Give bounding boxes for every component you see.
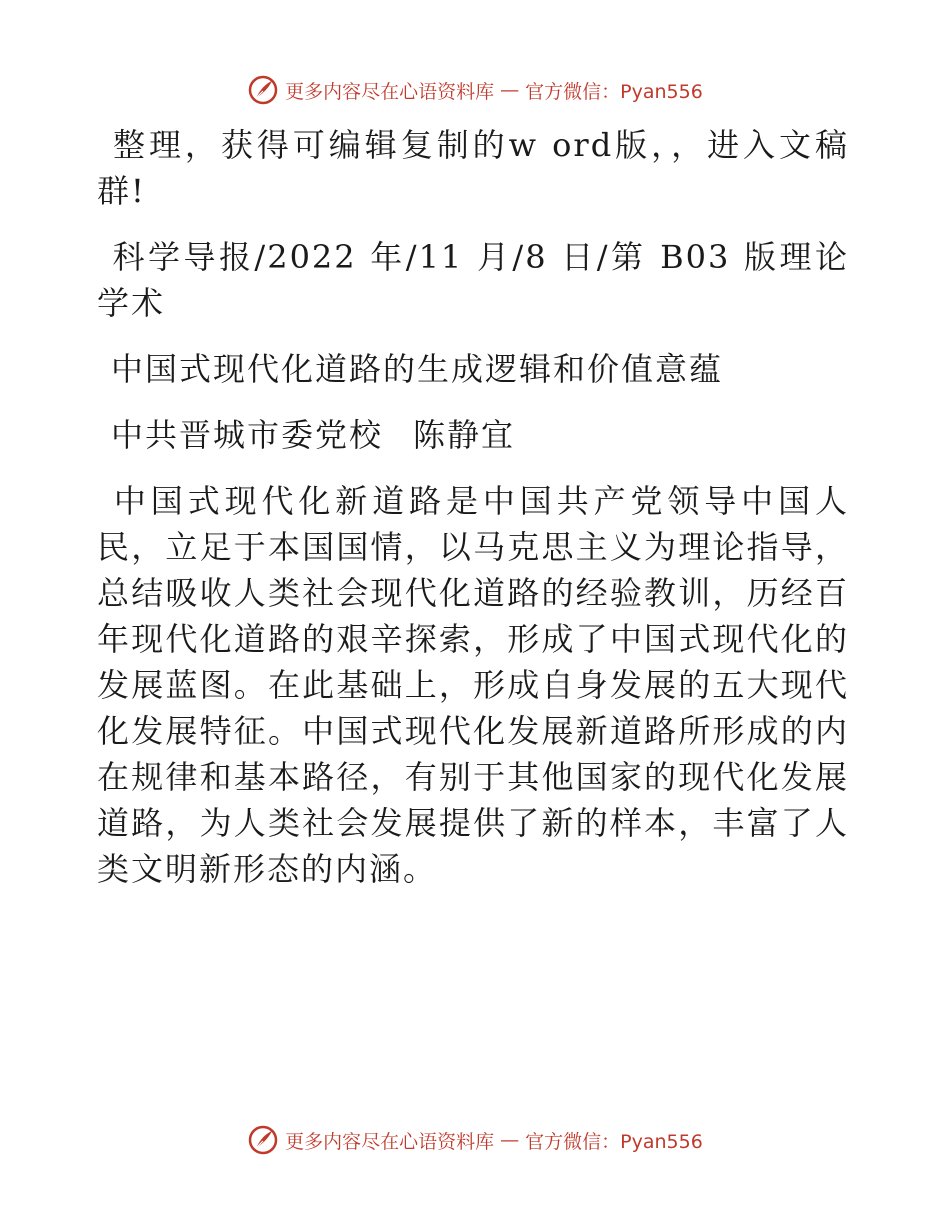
source-text: 科学导报/2022 年/11 月/8 日/第 B03 版理论学术	[97, 238, 849, 322]
intro-paragraph	[97, 122, 849, 214]
article-title	[97, 346, 849, 392]
watermark-text: 更多内容尽在心语资料库	[285, 80, 495, 103]
author-line	[97, 412, 849, 458]
watermark-separator: —	[500, 79, 520, 101]
intro-text: 整理，获得可编辑复制的w ord版，，进入文稿群!	[97, 126, 849, 210]
watermark-text-footer: 更多内容尽在心语资料库	[285, 1130, 495, 1153]
author-org: 中共晋城市委党校	[111, 416, 384, 454]
author-name: 陈静宜	[413, 416, 516, 454]
source-line	[97, 234, 849, 326]
feather-pen-icon	[247, 74, 279, 106]
watermark-separator-footer: —	[500, 1129, 520, 1151]
article-title-text: 中国式现代化道路的生成逻辑和价值意蕴	[111, 350, 724, 388]
watermark-footer	[0, 1120, 950, 1160]
watermark-contact-footer: 官方微信：Pyan556	[525, 1130, 703, 1153]
body-text: 中国式现代化新道路是中国共产党领导中国人民，立足于本国国情，以马克思主义为理论指导，总结吸收人类社会现代化道路的经验教训，历经百年现代化道路的艰辛探索，形成了中国式现代化的发展蓝图。在此基础上，形成自身发展的五大现代化发展特征。中国式现代化发展新道路所形成的内在规律和基本路径，有别于其他国家的现代化发展道路，为人类社会发展提供了新的样本，丰富了人类文明新形态的内涵。	[97, 482, 849, 888]
feather-pen-icon	[247, 1124, 279, 1156]
body-paragraph	[97, 478, 849, 892]
watermark-contact: 官方微信：Pyan556	[525, 80, 703, 103]
watermark-header	[0, 70, 950, 110]
document-body	[97, 122, 849, 912]
